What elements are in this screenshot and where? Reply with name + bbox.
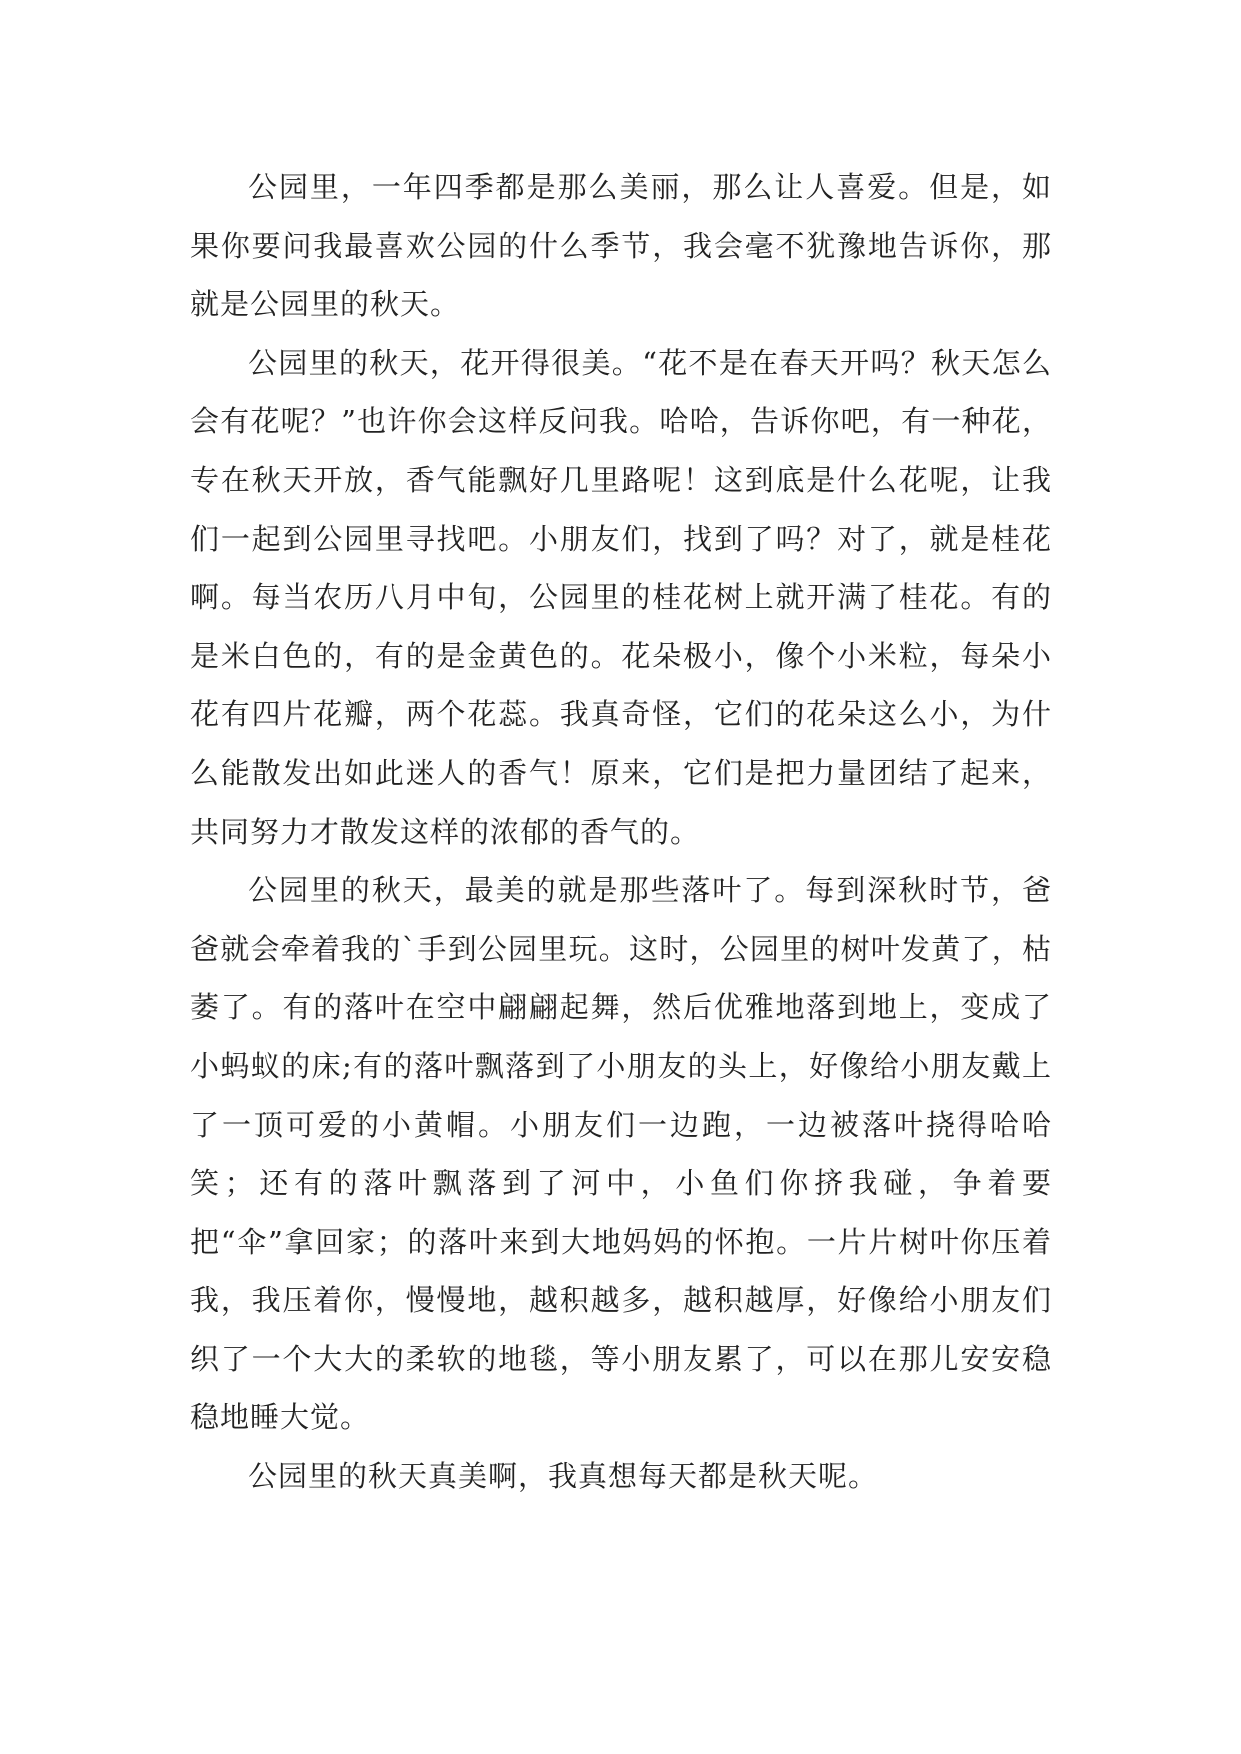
- paragraph-intro: 公园里，一年四季都是那么美丽，那么让人喜爱。但是，如果你要问我最喜欢公园的什么季节，我会毫不犹豫地告诉你，那就是公园里的秋天。: [190, 170, 1052, 322]
- paragraph-conclusion: 公园里的秋天真美啊，我真想每天都是秋天呢。: [248, 1459, 879, 1494]
- paragraph-osmanthus: 公园里的秋天，花开得很美。“花不是在春天开吗？秋天怎么会有花呢？”也许你会这样反问我。哈哈，告诉你吧，有一种花，专在秋天开放，香气能飘好几里路呢！这到底是什么花呢，让我们一起到公园里寻找吧。小朋友们，找到了吗？对了，就是桂花啊。每当农历八月中旬，公园里的桂花树上就开满了桂花。有的是米白色的，有的是金黄色的。花朵极小，像个小米粒，每朵小花有四片花瓣，两个花蕊。我真奇怪，它们的花朵这么小，为什么能散发出如此迷人的香气！原来，它们是把力量团结了起来，共同努力才散发这样的浓郁的香气的。: [190, 345, 1052, 849]
- paragraph-fallen-leaves: 公园里的秋天，最美的就是那些落叶了。每到深秋时节，爸爸就会牵着我的`手到公园里玩。这时，公园里的树叶发黄了，枯萎了。有的落叶在空中翩翩起舞，然后优雅地落到地上，变成了小蚂蚁的床;有的落叶飘落到了小朋友的头上，好像给小朋友戴上了一顶可爱的小黄帽。小朋友们一边跑，一边被落叶挠得哈哈笑；还有的落叶飘落到了河中，小鱼们你挤我碰，争着要把“伞”拿回家；的落叶来到大地妈妈的怀抱。一片片树叶你压着我，我压着你，慢慢地，越积越多，越积越厚，好像给小朋友们织了一个大大的柔软的地毯，等小朋友累了，可以在那儿安安稳稳地睡大觉。: [190, 873, 1052, 1435]
- document-body: [190, 158, 1052, 1506]
